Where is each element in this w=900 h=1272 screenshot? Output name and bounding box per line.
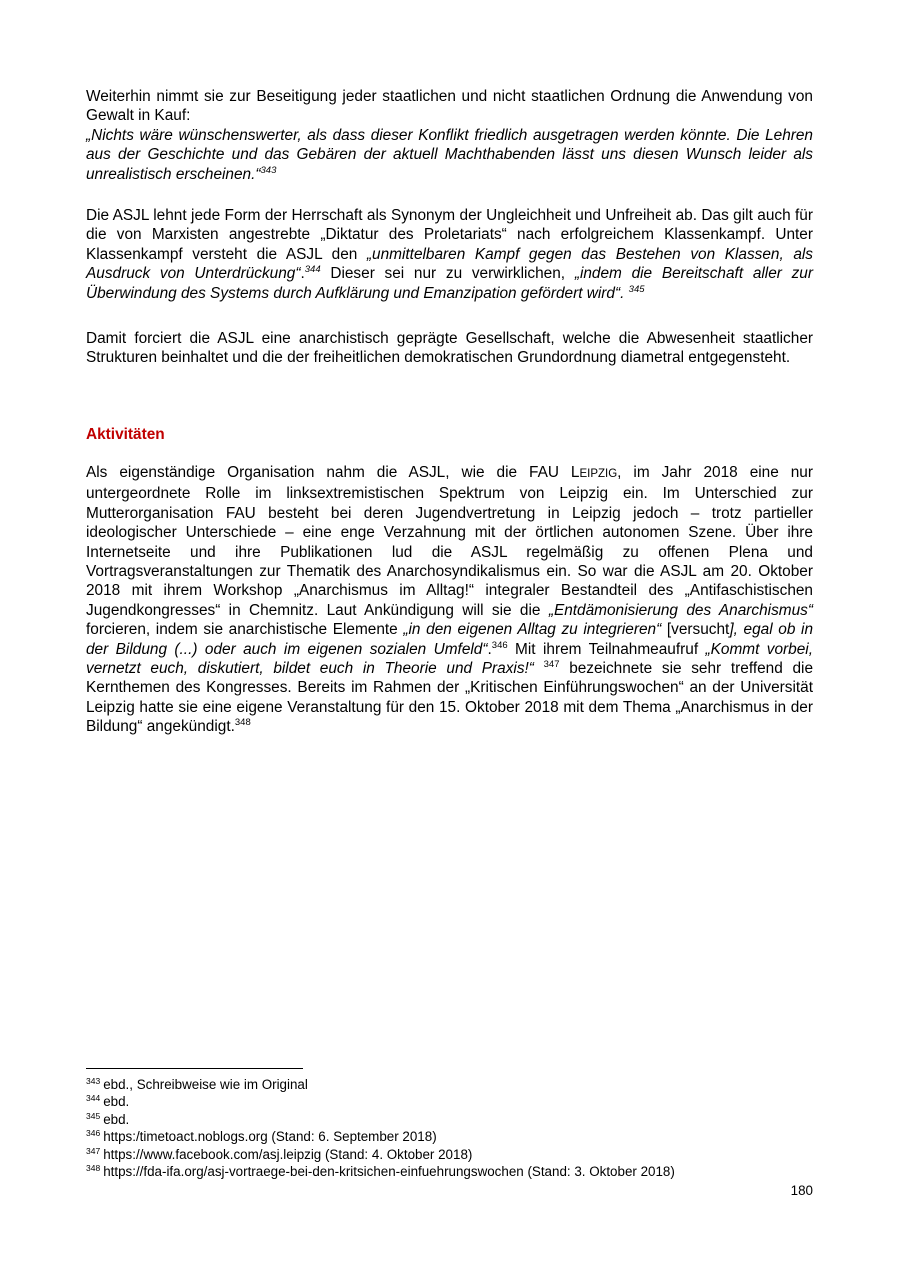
page-number: 180: [790, 1183, 813, 1198]
paragraph-violence: [86, 87, 813, 184]
footnote-ref: 348: [234, 717, 251, 729]
footnote-ref: 347: [543, 659, 560, 671]
footnote-348: $^{348}$ https://fda-ifa.org/asj-vortraege-bei-den-kritsichen-einfuehrungswochen (Stand: 3. Oktober 2018): [86, 1163, 675, 1180]
footnote-ref: 344: [304, 264, 321, 276]
footnote-345: $^{345}$ ebd.: [86, 1110, 130, 1127]
quote-text: ], egal ob in der Bildung (...) oder auch im eigenen sozialen Umfeld“: [86, 621, 814, 658]
footnote-343: $^{343}$ ebd., Schreibweise wie im Original: [86, 1076, 308, 1092]
quote-text: „unmittelbaren Kampf gegen das Bestehen von Klassen, als Ausdruck von Unterdrückung“: [86, 245, 813, 283]
footnote-ref: 345: [628, 283, 645, 295]
quote-text: „Entdämonisierung des Anarchismus“: [548, 601, 813, 619]
paragraph-activities: Als eigenständige Organisation nahm die ASJL, wie die FAU LEIPZIG, im Jahr 2018 eine nur untergeordnete Rolle im linksextremistischen Spektrum von Leipzig ein. Im Unterschied zur Mutterorganisation FAU besteht bei deren Jugendvertretung in Leipzig jedoch – trotz partieller ideologischer Unterschiede – eine enge Verzahnung mit der örtlichen autonomen Szene. Über ihre Internetseite und ihre Publikationen lud die ASJL regelmäßig zu offenen Plena und Vortragsveranstaltungen zur Thematik des Anarchosyndikalismus ein. So war die ASJL am 20. Oktober 2018 mit ihrem Workshop „Anarchismus im Alltag!“ integraler Bestandteil des „Antifaschistischen Jugendkongresses“ in Chemnitz. Laut Ankündigung will sie die „Entdämonisierung des Anarchismus“ forcieren, indem sie anarchistische Elemente „in den eigenen Alltag zu integrieren“ [versucht], egal ob in der Bildung (...) oder auch im eigenen sozialen Umfeld“.$^{346}$ Mit ihrem Teilnahmeaufruf „Kommt vorbei, vernetzt euch, diskutiert, bildet euch in Theorie und Praxis!“ $^{347}$ bezeichnete sie sehr treffend die Kernthemen des Kongresses. Bereits im Rahmen der „Kritischen Einführungswochen“ an der Universität Leipzig hatte sie eine eigene Veranstaltung für den 15. Oktober 2018 mit dem Thema „Anarchismus in der Bildung“ angekündigt.$^{348}$: [86, 464, 814, 736]
quote-text: „indem die Bereitschaft aller zur Überwindung des Systems durch Aufklärung und Emanzipation gefördert wird“.: [86, 265, 813, 302]
paragraph-class-struggle: Die ASJL lehnt jede Form der Herrschaft als Synonym der Ungleichheit und Unfreiheit ab. Das gilt auch für die von Marxisten angestrebte „Diktatur des Proletariats“ nach erfolgreichem Klassenkampf. Unter Klassenkampf versteht die ASJL den „unmittelbaren Kampf gegen das Bestehen von Klassen, als Ausdruck von Unterdrückung“.$^{344}$ Dieser sei nur zu verwirklichen, „indem die Bereitschaft aller zur Überwindung des Systems durch Aufklärung und Emanzipation gefördert wird“. $^{345}$: [86, 207, 813, 302]
paragraph-text: Damit forciert die ASJL eine anarchistisch geprägte Gesellschaft, welche die Abwesenheit staatlicher Strukturen beinhaltet und die der freiheitlichen demokratischen Grundordnung diametral entgegensteht.: [86, 330, 813, 367]
paragraph-text: Die ASJL lehnt jede Form der Herrschaft als Synonym der Ungleichheit und Unfreiheit ab. Das gilt auch für die von Marxisten angestrebte „Diktatur des Proletariats“ nach erfolgreichem Klassenkampf. Unter Klassenkampf versteht die ASJL den: [86, 207, 813, 263]
section-heading: Aktivitäten: [86, 426, 165, 443]
footnotes: [86, 1076, 813, 1180]
paragraph-conclusion: [86, 329, 813, 368]
footnote-347: $^{347}$ https://www.facebook.com/asj.leipzig (Stand: 4. Oktober 2018): [86, 1145, 473, 1162]
footnote-link: https:/timetoact.noblogs.org (Stand: 6. September 2018): [103, 1129, 437, 1145]
footnote-ref: 343: [260, 164, 277, 176]
footnote-346: $^{346}$ https:/timetoact.noblogs.org (Stand: 6. September 2018): [86, 1128, 437, 1145]
quote-text: „in den eigenen Alltag zu integrieren“: [403, 621, 662, 639]
footnote-ref: 346: [491, 639, 508, 651]
footnote-link: https://www.facebook.com/asj.leipzig (Stand: 4. Oktober 2018): [103, 1146, 473, 1162]
quote-text: „Kommt vorbei, vernetzt euch, diskutiert, bildet euch in Theorie und Praxis!“: [86, 640, 813, 678]
paragraph-text: Als eigenständige Organisation nahm die ASJL, wie die FAU L: [86, 464, 580, 481]
paragraph-text: Dieser sei nur zu verwirklichen,: [320, 265, 575, 283]
footnote-344: $^{344}$ ebd.: [86, 1093, 130, 1110]
quote-text: „Nichts wäre wünschenswerter, als dass dieser Konflikt friedlich ausgetragen werden könnte. Die Lehren aus der Geschichte und das Gebären der aktuell Machthabenden lässt uns diesen Wunsch leider als unrealistisch erscheinen.“: [86, 126, 813, 183]
footnote-link: https://fda-ifa.org/asj-vortraege-bei-den-kritsichen-einfuehrungswochen (Stand: 3. Oktober 2018): [103, 1164, 675, 1180]
footnote-divider: [86, 1068, 303, 1069]
paragraph-text: Weiterhin nimmt sie zur Beseitigung jeder staatlichen und nicht staatlichen Ordnung die Anwendung von Gewalt in Kauf:: [86, 88, 813, 125]
